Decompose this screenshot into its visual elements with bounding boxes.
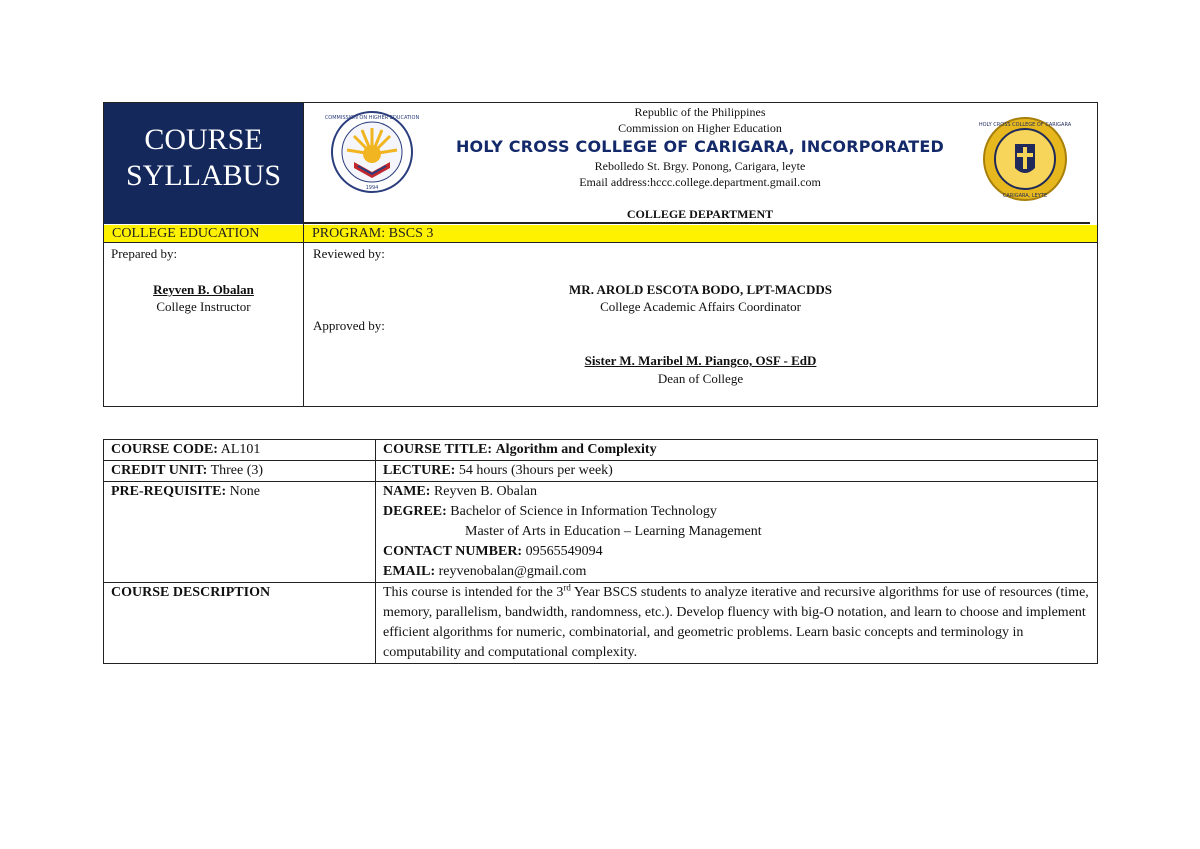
table-row: [104, 482, 1098, 583]
reviewed-by-label: Reviewed by:: [313, 246, 385, 261]
lecture-cell: [376, 461, 1098, 482]
degree-value-2: Master of Arts in Education – Learning Management: [465, 524, 762, 539]
table-row: [104, 583, 1098, 664]
table-row: [104, 461, 1098, 482]
instructor-name-label: NAME:: [383, 484, 431, 499]
email-value: reyvenobalan@gmail.com: [438, 564, 587, 579]
header-right-border: [1097, 102, 1098, 407]
instructor-name-value: Reyven B. Obalan: [433, 484, 537, 499]
lecture-label: LECTURE:: [383, 463, 456, 478]
address-line: Rebolledo St. Brgy. Ponong, Carigara, leyte: [594, 159, 806, 173]
prepared-by-name: Reyven B. Obalan: [153, 282, 254, 297]
college-education-band: [104, 225, 303, 242]
credit-unit-value: Three (3): [210, 463, 264, 478]
course-code-cell: [104, 440, 376, 461]
course-info-table: [103, 439, 1098, 664]
commission-line: Commission on Higher Education: [618, 121, 782, 135]
prepared-by-label: Prepared by:: [111, 246, 178, 261]
department-title: COLLEGE DEPARTMENT: [626, 207, 774, 221]
degree-label: DEGREE:: [383, 504, 447, 519]
approved-by-name: Sister M. Maribel M. Piangco, OSF - EdD: [584, 353, 817, 368]
course-description-text-2: Year BSCS students to analyze iterative and recursive algorithms for use of resources (time, memory, parallelism, bandwidth, randomness, etc.). Develop fluency with big-O notation, and learn to choose and implement efficient algorithms for numeric, combinatorial, and geometric problems. Learn basic concepts and terminology in computability and computational complexity.: [383, 585, 1089, 660]
course-description-label-cell: [104, 583, 376, 664]
reviewed-by-name: MR. AROLD ESCOTA BODO, LPT-MACDDS: [569, 282, 832, 297]
department-rule: [304, 222, 1090, 224]
title-line-1: COURSE: [144, 123, 263, 156]
course-code-label: COURSE CODE:: [111, 442, 218, 457]
course-title-cell: [376, 440, 1098, 461]
lecture-value: 54 hours (3hours per week): [458, 463, 613, 478]
course-code-value: AL101: [220, 442, 261, 457]
course-syllabus-title: [104, 103, 303, 224]
course-description-label: COURSE DESCRIPTION: [111, 585, 271, 600]
hccc-seal-text: HOLY CROSS COLLEGE OF CARIGARA: [978, 122, 1072, 128]
course-title-label: COURSE TITLE:: [383, 442, 493, 457]
title-line-2: SYLLABUS: [125, 159, 282, 192]
ordinal-suffix: rd: [563, 582, 571, 593]
hccc-seal-logo: [978, 116, 1072, 202]
contact-number-value: 09565549094: [525, 544, 603, 559]
approved-by-label: Approved by:: [313, 318, 385, 333]
credit-unit-label: CREDIT UNIT:: [111, 463, 208, 478]
institution-heading: [420, 104, 980, 222]
email-line: Email address:hccc.college.department.gmail.com: [579, 175, 821, 189]
band-right-text: PROGRAM: BSCS 3: [312, 226, 434, 241]
header-bottom-border: [103, 406, 1098, 407]
credit-unit-cell: [104, 461, 376, 482]
republic-line: Republic of the Philippines: [634, 105, 766, 119]
reviewed-by-role: College Academic Affairs Coordinator: [600, 299, 801, 314]
prepared-by-role: College Instructor: [156, 299, 251, 314]
ched-seal-logo: [324, 110, 420, 194]
instructor-cell: [376, 482, 1098, 583]
table-row: [104, 440, 1098, 461]
contact-number-label: CONTACT NUMBER:: [383, 544, 523, 559]
prerequisite-cell: [104, 482, 376, 583]
college-name: HOLY CROSS COLLEGE OF CARIGARA, INCORPORATED: [455, 137, 945, 156]
ched-seal-text: COMMISSION ON HIGHER EDUCATION: [324, 115, 420, 121]
course-title-value: Algorithm and Complexity: [495, 442, 657, 457]
degree-value-1: Bachelor of Science in Information Technology: [450, 504, 717, 519]
program-band: [304, 225, 1097, 242]
course-description-text-1: This course is intended for the 3: [383, 585, 564, 600]
prerequisite-value: None: [229, 484, 260, 499]
email-label: EMAIL:: [383, 564, 436, 579]
course-description-cell: [376, 583, 1098, 664]
prerequisite-label: PRE-REQUISITE:: [111, 484, 227, 499]
hccc-seal-place: CARIGARA, LEYTE: [1002, 193, 1048, 199]
band-left-text: COLLEGE EDUCATION: [112, 226, 260, 241]
band-bottom-border: [103, 242, 1098, 243]
ched-seal-year: 1994: [365, 185, 379, 191]
approved-by-role: Dean of College: [657, 371, 744, 386]
